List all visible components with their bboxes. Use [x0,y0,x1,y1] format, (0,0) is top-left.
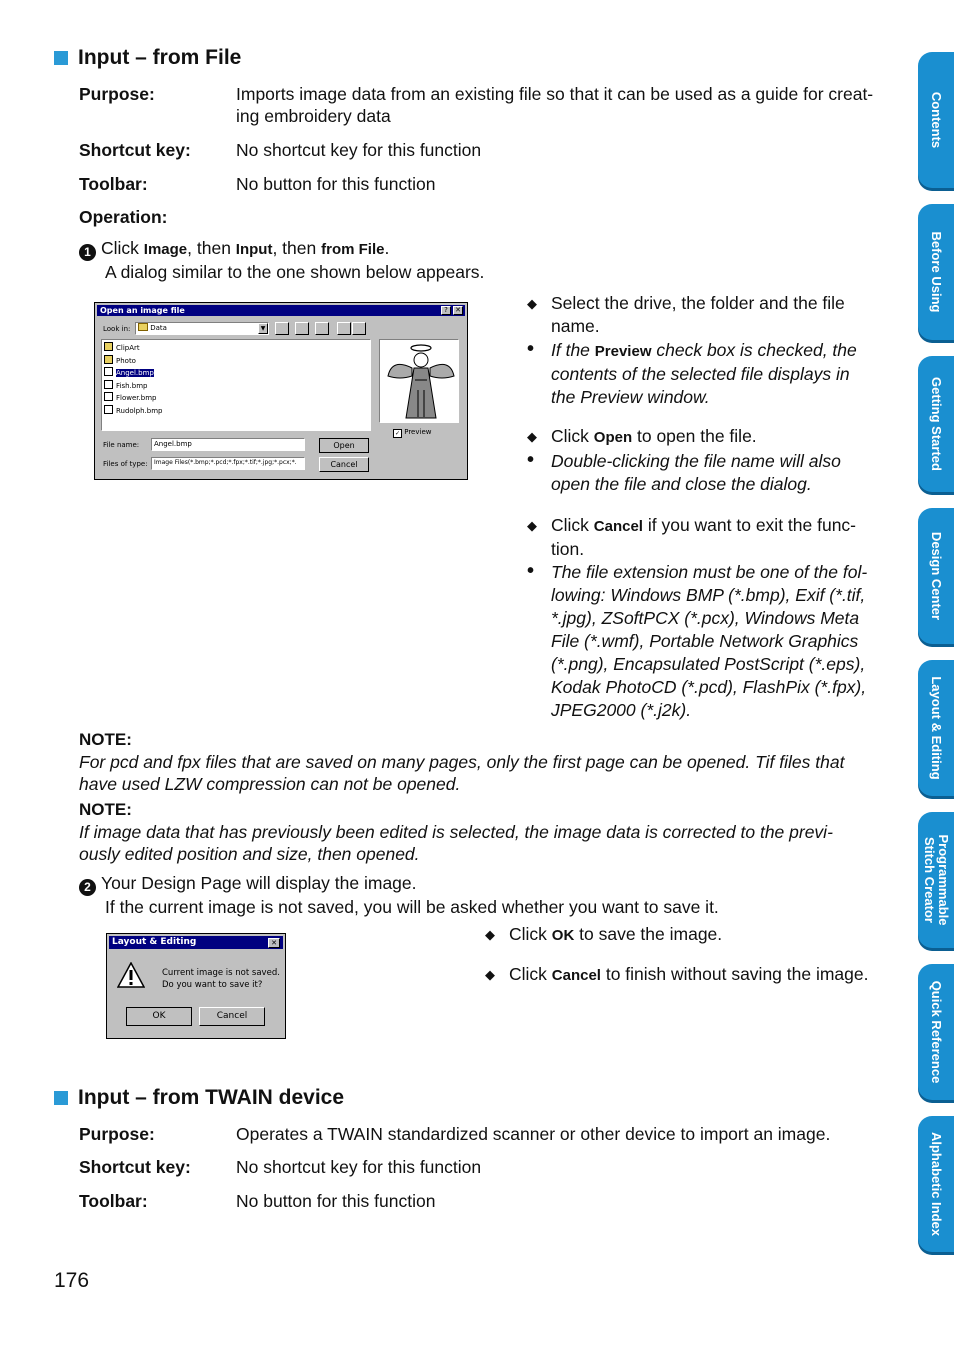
operation-label: Operation: [79,207,168,227]
note-text-2: If image data that has previously been edited is selected, the image data is corrected to the previ- ously edited position and size, then opened. [79,822,833,864]
file-list-item[interactable]: ClipArt [104,342,368,355]
shortcut-label: Shortcut key: [79,140,191,160]
filename-label: File name: [103,441,140,449]
diamond-icon: ◆ [485,927,495,942]
note-text-1: For pcd and fpx files that are saved on many pages, only the first page can be opened. Tif files that have used LZW compression can not be opened. [79,752,845,794]
tab-before-using[interactable]: Before Using [918,204,954,340]
section-heading-input-from-file [54,46,241,70]
close-button[interactable]: ✕ [268,938,280,948]
look-in-select[interactable]: Data ▼ [135,322,269,335]
tab-quick-reference[interactable]: Quick Reference [918,964,954,1100]
folder-icon [104,342,113,351]
toolbar-text: No button for this function [236,1191,436,1211]
desktop-button[interactable] [295,322,309,335]
diamond-icon: ◆ [527,429,537,444]
step-number-2: 2 [79,879,96,896]
file-list-item[interactable]: Angel.bmp [104,367,368,380]
dialog-title: Open an image file [97,305,465,316]
preview-checkbox-row[interactable] [393,428,431,438]
toolbar-label: Toolbar: [79,174,148,194]
filename-input[interactable]: Angel.bmp [151,438,305,451]
warning-icon [117,962,145,988]
file-list-item[interactable]: Rudolph.bmp [104,405,368,418]
preview-checkbox[interactable]: ✓ [394,430,401,437]
save-message: Current image is not saved. Do you want to save it? [162,968,280,990]
tab-getting-started[interactable]: Getting Started [918,356,954,492]
up-folder-button[interactable] [275,322,289,335]
ok-button[interactable]: OK [126,1007,192,1026]
section-title: Input – from File [78,46,242,69]
note-label-1: NOTE: [79,730,132,749]
filetype-label: Files of type: [103,460,148,468]
purpose-label: Purpose: [79,1124,155,1144]
purpose-text: Operates a TWAIN standardized scanner or other device to import an image. [236,1124,831,1144]
step-number-1: 1 [79,244,96,261]
bullet-open: ◆ Click Open to open the file. [527,426,757,446]
section-title: Input – from TWAIN device [78,1086,345,1109]
purpose-label: Purpose: [79,84,155,104]
purpose-text: Imports image data from an existing file so that it can be used as a guide for creat- ing embroidery data [236,84,874,126]
file-icon [104,367,113,376]
help-button[interactable]: ? [441,306,451,315]
step1: 1 Click Image, then Input, then from File. [79,237,389,261]
list-view-button[interactable] [337,322,351,335]
diamond-icon: ◆ [485,967,495,982]
shortcut-label: Shortcut key: [79,1157,191,1177]
page-number: 176 [54,1269,90,1292]
bullet-cancel: ◆ Click Cancel if you want to exit the func- tion. [527,515,857,559]
open-button[interactable]: Open [319,438,369,453]
bullet-dot-icon: • [527,449,535,471]
file-icon [104,392,113,401]
cancel-button[interactable]: Cancel [199,1007,265,1026]
tab-layout-editing[interactable]: Layout & Editing [918,660,954,796]
file-list-item[interactable]: Fish.bmp [104,380,368,393]
filetype-select[interactable]: Image Files(*.bmp;*.pcd;*.fpx;*.tif;*.jpg;*.pcx;*. [151,457,305,470]
folder-icon [104,355,113,364]
file-list-item[interactable]: Photo [104,355,368,368]
toolbar-text: No button for this function [236,174,436,194]
tab-design-center[interactable]: Design Center [918,508,954,644]
file-list-item[interactable]: Flower.bmp [104,392,368,405]
close-button[interactable]: ✕ [453,306,463,315]
new-folder-button[interactable] [315,322,329,335]
bullet-dot-icon: • [527,338,535,360]
step2: 2 Your Design Page will display the image. [79,872,417,896]
file-icon [104,405,113,414]
note-extensions: • The file extension must be one of the fol- lowing: Windows BMP (*.bmp), Exif (*.tif, *.jpg), ZSoftPCX (*.pcx), Windows Meta File (*.wmf), Portable Network Graphics (*.png), Encapsulated PostScript (*.eps), Kodak PhotoCD (*.pcd), FlashPix (*.fpx), JPEG2000 (*.j2k). [527,560,868,720]
section-square-icon [54,1091,68,1105]
tab-contents[interactable]: Contents [918,52,954,188]
shortcut-text: No shortcut key for this function [236,1157,482,1177]
note-double-click: • Double-clicking the file name will also open the file and close the dialog. [527,449,841,494]
diamond-icon: ◆ [527,518,537,533]
details-view-button[interactable] [352,322,366,335]
angel-preview-image [382,340,460,422]
toolbar-label: Toolbar: [79,1191,148,1211]
open-image-dialog [94,302,468,480]
save-confirm-dialog [106,933,286,1039]
shortcut-text: No shortcut key for this function [236,140,482,160]
step2-description: If the current image is not saved, you will be asked whether you want to save it. [105,897,719,917]
look-in-label: Look in: [103,325,131,333]
bullet-ok: ◆ Click OK to save the image. [485,924,723,944]
chevron-down-icon[interactable]: ▼ [258,323,268,334]
diamond-icon: ◆ [527,296,537,311]
bullet-cancel-save: ◆ Click Cancel to finish without saving the image. [485,964,869,984]
dialog-title: Layout & Editing [109,936,283,949]
bullet-select-drive: ◆ Select the drive, the folder and the file name. [527,293,845,336]
file-list[interactable] [101,339,371,431]
preview-pane [379,339,459,423]
tab-programmable-stitch-creator[interactable]: Programmable Stitch Creator [918,812,954,948]
note-preview: • If the Preview check box is checked, the contents of the selected file displays in the Preview window. [527,338,857,407]
section-heading-input-from-twain [54,1086,344,1110]
cancel-button[interactable]: Cancel [319,457,369,472]
bullet-dot-icon: • [527,560,535,582]
note-label-2: NOTE: [79,800,132,819]
file-icon [104,380,113,389]
step1-description: A dialog similar to the one shown below appears. [105,262,485,282]
section-square-icon [54,51,68,65]
tab-alphabetic-index[interactable]: Alphabetic Index [918,1116,954,1252]
folder-icon [138,323,148,331]
preview-label: Preview [404,428,432,436]
